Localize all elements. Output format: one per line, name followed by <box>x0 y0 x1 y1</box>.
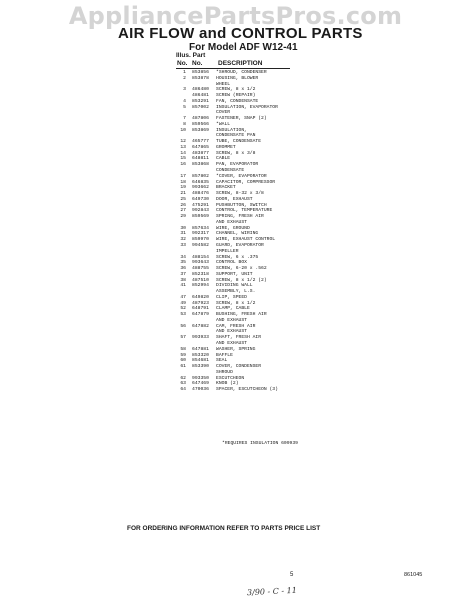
illus-number: 62 <box>180 375 186 381</box>
part-description: WIRE, GROUND <box>216 225 250 231</box>
part-number: 647469 <box>192 381 209 387</box>
part-description: AND EXHAUST <box>216 317 247 323</box>
part-description: PAN, EVAPORATOR <box>216 162 259 168</box>
part-description: SEAL <box>216 358 228 364</box>
part-number: 859569 <box>192 214 209 220</box>
part-description: WHEEL <box>216 81 231 87</box>
part-description: SCREW, 6 x .375 <box>216 254 259 260</box>
illus-number: 10 <box>180 127 186 133</box>
part-description: CLIP, SPEED <box>216 294 247 300</box>
part-number: 853291 <box>192 98 209 104</box>
part-number: 852994 <box>192 283 209 289</box>
part-number: 852318 <box>192 271 209 277</box>
illus-number: 60 <box>180 358 186 364</box>
watermark: AppliancePartsPros.com <box>68 2 403 30</box>
part-description: *COVER, EVAPORATOR <box>216 173 267 179</box>
part-number: 857802 <box>192 173 209 179</box>
illus-number: 35 <box>180 260 186 266</box>
part-description: WASHER, SPRING <box>216 346 256 352</box>
part-description: DOOR, EXHAUST <box>216 196 253 202</box>
part-description: CONTROL, TEMPERATURE <box>216 208 273 214</box>
part-number: 483877 <box>192 150 209 156</box>
header-illus-part: Illus. Part <box>176 52 206 59</box>
page-title: AIR FLOW and CONTROL PARTS <box>118 25 363 42</box>
part-description: ESCUTCHEON <box>216 375 245 381</box>
part-number: 647881 <box>192 346 209 352</box>
header-illus-no: No. <box>177 60 188 67</box>
part-description: GUARD, EVAPORATOR <box>216 242 264 248</box>
part-description: CONDENSATE <box>216 168 245 174</box>
illus-number: 49 <box>180 300 186 306</box>
handwritten-note: 3/90 - C - 11 <box>246 585 298 598</box>
part-number: 486481 <box>192 93 209 99</box>
illus-number: 57 <box>180 335 186 341</box>
part-description: DIVIDING WALL <box>216 283 253 289</box>
part-number: 488154 <box>192 254 209 260</box>
part-number: 486480 <box>192 87 209 93</box>
part-description: SCREW, 8-32 x 3/8 <box>216 191 264 197</box>
illus-number: 47 <box>180 294 186 300</box>
part-description: SCREW, 6-20 x .562 <box>216 266 267 272</box>
part-description: SCREW, 8 x 1/2 (2) <box>216 277 267 283</box>
illus-number: 2 <box>183 75 186 81</box>
part-description: FASTENER, SNAP (2) <box>216 116 267 122</box>
part-description: PUSHBUTTON, SWITCH <box>216 202 267 208</box>
part-number: 649820 <box>192 294 209 300</box>
part-number: 853320 <box>192 352 209 358</box>
illus-number: 4 <box>183 98 186 104</box>
part-description: SUPPORT, UNIT <box>216 271 253 277</box>
illus-number: 53 <box>180 312 186 318</box>
part-description: INSULATION, EVAPORATOR <box>216 104 278 110</box>
illus-number: 7 <box>183 116 186 122</box>
illus-number: 8 <box>183 121 186 127</box>
illus-number: 1 <box>183 70 186 75</box>
illus-number: 3 <box>183 87 186 93</box>
header-rule <box>176 68 290 69</box>
illus-number: 34 <box>180 254 186 260</box>
part-number: 859566 <box>192 121 209 127</box>
part-description: COVER <box>216 110 231 116</box>
part-number: 647865 <box>192 144 209 150</box>
part-description: FAN, CONDENSATE <box>216 98 259 104</box>
illus-number: 17 <box>180 173 186 179</box>
part-number: 649730 <box>192 196 209 202</box>
part-description: BAFFLE <box>216 352 233 358</box>
part-number: 487923 <box>192 300 209 306</box>
part-number: 487806 <box>192 116 209 122</box>
document-code: 861045 <box>404 572 423 578</box>
part-number: 470036 <box>192 387 209 393</box>
illus-number: 31 <box>180 231 186 237</box>
illus-number: 56 <box>180 323 186 329</box>
part-description: COVER, CONDENSER <box>216 364 262 370</box>
illus-number: 18 <box>180 179 186 185</box>
part-number: 853390 <box>192 364 209 370</box>
part-number: 646835 <box>192 179 209 185</box>
header-description: DESCRIPTION <box>218 60 263 67</box>
part-number: 992843 <box>192 208 209 214</box>
part-description: SCREW, 8 x 3/8 <box>216 150 256 156</box>
illus-number: 13 <box>180 144 186 150</box>
illus-number: 38 <box>180 277 186 283</box>
part-number: 647882 <box>192 323 209 329</box>
illus-number: 37 <box>180 271 186 277</box>
part-number: 853868 <box>192 162 209 168</box>
illus-number: 12 <box>180 139 186 145</box>
part-description: CHANNEL, WIRING <box>216 231 259 237</box>
illus-number: 21 <box>180 191 186 197</box>
part-description: GROMMET <box>216 144 236 150</box>
illus-number: 36 <box>180 266 186 272</box>
part-number: 994582 <box>192 242 209 248</box>
illus-number: 61 <box>180 364 186 370</box>
part-description: BRACKET <box>216 185 236 191</box>
part-number: 487510 <box>192 277 209 283</box>
illus-number: 64 <box>180 387 186 393</box>
illus-number: 15 <box>180 156 186 162</box>
part-number: 647879 <box>192 312 209 318</box>
illus-number: 27 <box>180 208 186 214</box>
illus-number: 59 <box>180 352 186 358</box>
part-description: SHROUD <box>216 369 233 375</box>
part-number: 853856 <box>192 70 209 75</box>
part-description: HOUSING, BLOWER <box>216 75 259 81</box>
part-number: 853878 <box>192 75 209 81</box>
illus-number: 25 <box>180 196 186 202</box>
illus-number: 16 <box>180 162 186 168</box>
part-number: 993933 <box>192 335 209 341</box>
part-description: AND EXHAUST <box>216 219 247 225</box>
part-description: SCREW, 8 x 1/2 <box>216 300 256 306</box>
part-description: CONTROL BOX <box>216 260 247 266</box>
part-description: *WALL <box>216 121 231 127</box>
part-number: 853869 <box>192 127 209 133</box>
part-description: IMPELLER <box>216 248 239 254</box>
part-description: WIRE, EXHAUST CONTROL <box>216 237 276 243</box>
header-part-no: No. <box>192 60 203 67</box>
part-description: ASSEMBLY, L.S. <box>216 289 256 295</box>
part-number: 648811 <box>192 156 209 162</box>
part-number: 475291 <box>192 202 209 208</box>
illus-number: 41 <box>180 283 186 289</box>
ordering-footer: FOR ORDERING INFORMATION REFER TO PARTS PRICE LIST <box>127 525 321 532</box>
illus-number: 30 <box>180 225 186 231</box>
part-number: 857002 <box>192 104 209 110</box>
parts-list <box>176 70 346 393</box>
illus-number: 14 <box>180 150 186 156</box>
illus-number: 52 <box>180 306 186 312</box>
model-subtitle: For Model ADF W12-41 <box>189 42 298 53</box>
part-description: TUBE, CONDENSATE <box>216 139 262 145</box>
part-number: 857634 <box>192 225 209 231</box>
part-number: 488476 <box>192 191 209 197</box>
part-description: SHAFT, FRESH AIR <box>216 335 262 341</box>
part-number: 993643 <box>192 260 209 266</box>
part-number: 993350 <box>192 375 209 381</box>
part-description: SCREW, 8 x 1/2 <box>216 87 256 93</box>
illus-number: 33 <box>180 242 186 248</box>
illus-number: 19 <box>180 185 186 191</box>
part-number: 465777 <box>192 139 209 145</box>
part-description: AND EXHAUST <box>216 329 247 335</box>
part-description: AND EXHAUST <box>216 340 247 346</box>
part-description: *SHROUD, CONDENSER <box>216 70 267 75</box>
part-number: 488755 <box>192 266 209 272</box>
part-number: 859970 <box>192 237 209 243</box>
part-number: 993662 <box>192 185 209 191</box>
part-row <box>176 387 346 393</box>
part-description: SPRING, FRESH AIR <box>216 214 264 220</box>
illus-number: 5 <box>183 104 186 110</box>
part-number: 992317 <box>192 231 209 237</box>
illus-number: 63 <box>180 381 186 387</box>
part-number: 854681 <box>192 358 209 364</box>
illus-number: 32 <box>180 237 186 243</box>
part-description: CABLE <box>216 156 231 162</box>
part-description: SCREW (REPAIR) <box>216 93 256 99</box>
part-description: SPACER, ESCUTCHEON (3) <box>216 387 278 393</box>
part-description: CAPACITOR, COMPRESSOR <box>216 179 276 185</box>
illus-number: 29 <box>180 214 186 220</box>
part-number: 648791 <box>192 306 209 312</box>
part-description: CONDENSATE PAN <box>216 133 256 139</box>
part-description: CAM, FRESH AIR <box>216 323 256 329</box>
insulation-note: *REQUIRES INSULATION 609939 <box>222 441 298 446</box>
illus-number: 26 <box>180 202 186 208</box>
illus-number: 58 <box>180 346 186 352</box>
part-description: CLAMP, CABLE <box>216 306 250 312</box>
part-description: BUSHING, FRESH AIR <box>216 312 267 318</box>
page-number: 5 <box>290 572 294 578</box>
part-description: KNOB (2) <box>216 381 239 387</box>
part-description: INSULATION, <box>216 127 247 133</box>
